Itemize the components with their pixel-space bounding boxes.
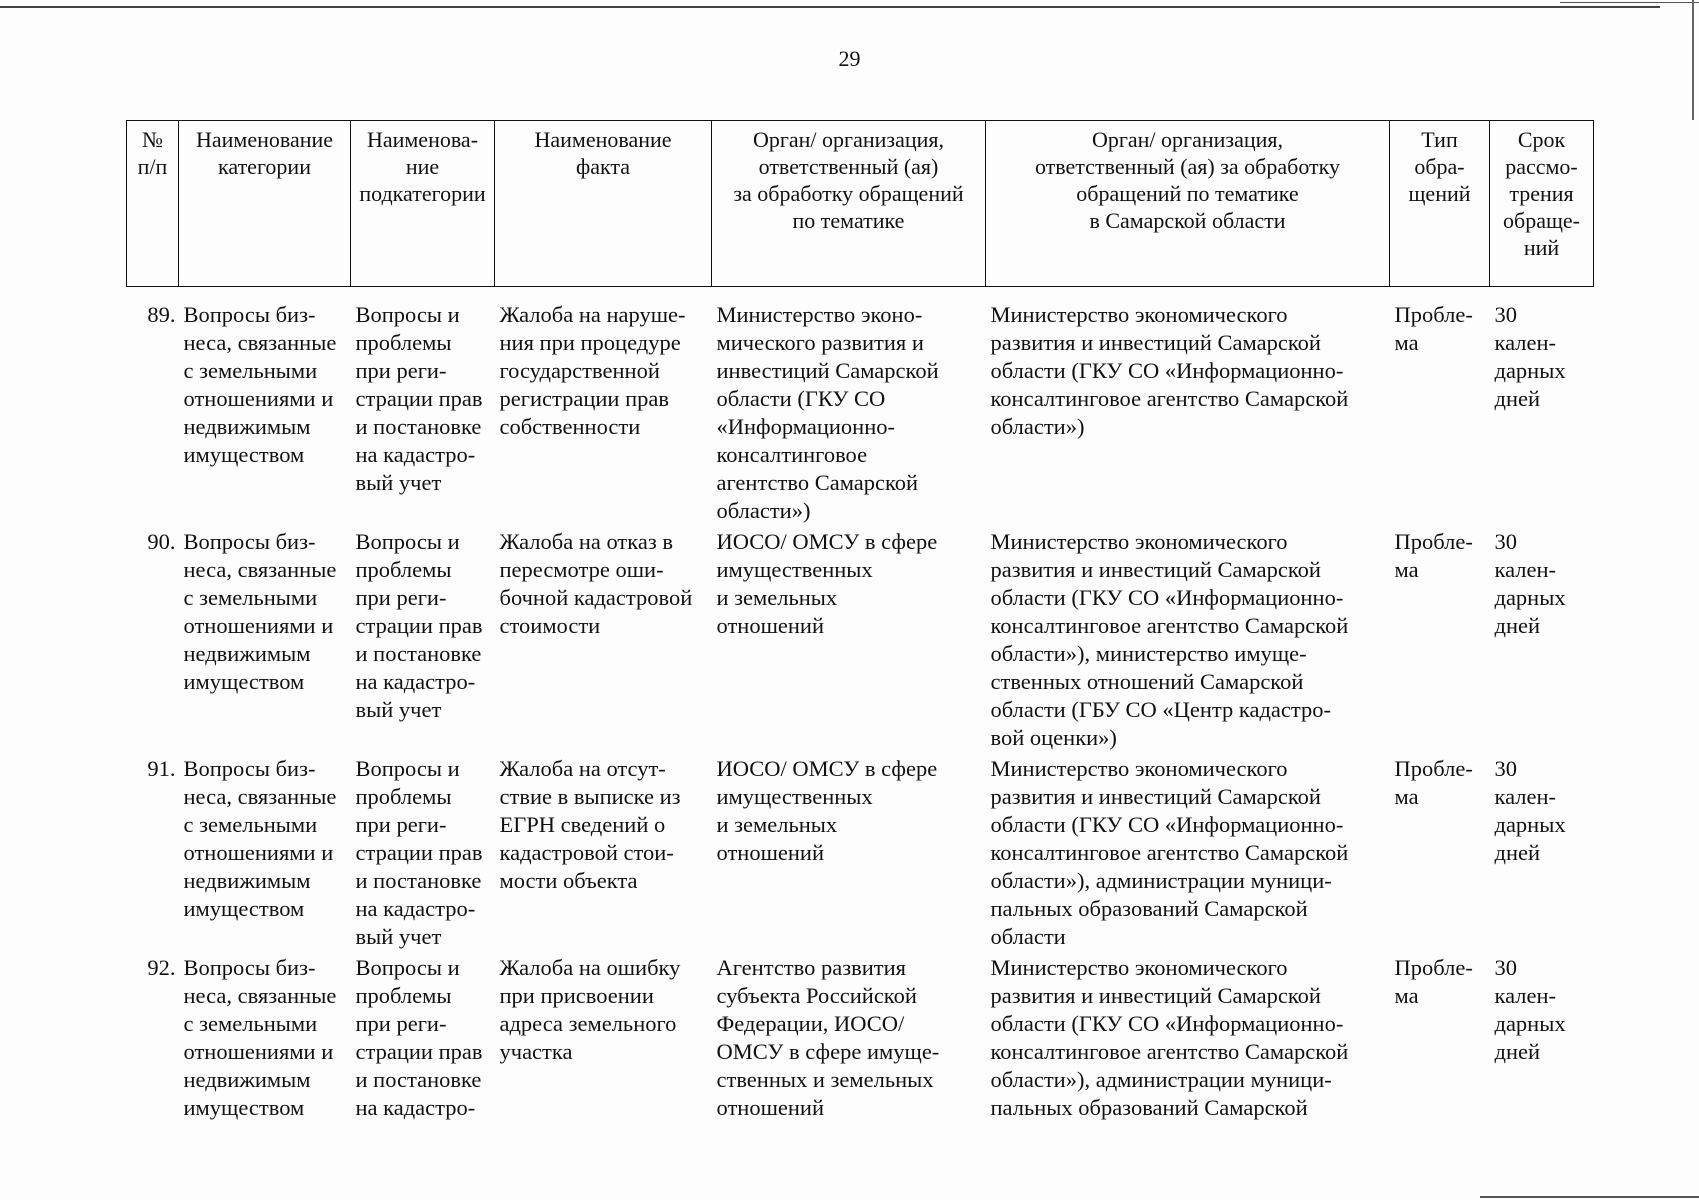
scan-edge-top-right: [1560, 2, 1699, 3]
row-subcategory: Вопросы и проблемы при реги- страции прав и постановке на кадастро- вый учет: [355, 302, 483, 495]
row-appeal-type: Пробле- ма: [1394, 529, 1473, 582]
table-row: [127, 298, 1594, 525]
row-review-term: 30 кален- дарных дней: [1494, 955, 1566, 1064]
row-number: 89.: [147, 302, 176, 327]
header-responsible-body-samara: Орган/ организация, ответственный (ая) за обработку обращений по тематике в Самарской области: [986, 121, 1390, 287]
row-responsible-body: Министерство эконо- мического развития и инвестиций Самарской области (ГКУ СО «Информационно- консалтинговое агентство Самарской области»): [716, 302, 939, 523]
row-number: 92.: [147, 955, 176, 980]
row-responsible-body-samara: Министерство экономического развития и инвестиций Самарской области (ГКУ СО «Информационно- консалтинговое агентство Самарской области»), администрации муници- пальных образований Самарской: [990, 955, 1349, 1120]
page-number: 29: [838, 46, 861, 71]
row-review-term: 30 кален- дарных дней: [1494, 302, 1566, 411]
row-fact: Жалоба на наруше- ния при процедуре государственной регистрации прав собственности: [499, 302, 686, 439]
table-row: [127, 951, 1594, 1122]
row-subcategory: Вопросы и проблемы при реги- страции прав и постановке на кадастро-: [355, 955, 483, 1120]
row-review-term: 30 кален- дарных дней: [1494, 529, 1566, 638]
header-review-term: Срок рассмо- трения обраще- ний: [1490, 121, 1594, 287]
header-category: Наименование категории: [179, 121, 351, 287]
row-responsible-body: ИОСО/ ОМСУ в сфере имущественных и земельных отношений: [716, 529, 938, 638]
header-fact: Наименование факта: [495, 121, 712, 287]
row-review-term: 30 кален- дарных дней: [1494, 756, 1566, 865]
row-category: Вопросы биз- неса, связанные с земельными отношениями и недвижимым имуществом: [183, 302, 337, 467]
row-responsible-body-samara: Министерство экономического развития и инвестиций Самарской области (ГКУ СО «Информационно- консалтинговое агентство Самарской области»), администрации муници- пальных образований Самарской области: [990, 756, 1349, 949]
header-appeal-type: Тип обра- щений: [1390, 121, 1490, 287]
scan-edge-top: [0, 6, 1660, 8]
row-responsible-body-samara: Министерство экономического развития и инвестиций Самарской области (ГКУ СО «Информационно- консалтинговое агентство Самарской области»): [990, 302, 1349, 439]
header-responsible-body: Орган/ организация, ответственный (ая) за обработку обращений по тематике: [712, 121, 986, 287]
row-number: 90.: [147, 529, 176, 554]
row-subcategory: Вопросы и проблемы при реги- страции прав и постановке на кадастро- вый учет: [355, 756, 483, 949]
row-responsible-body-samara: Министерство экономического развития и инвестиций Самарской области (ГКУ СО «Информационно- консалтинговое агентство Самарской области»), министерство имуще- ственных отношений Самарской области (ГБУ СО «Центр кадастро- вой оценки»): [990, 529, 1349, 750]
row-fact: Жалоба на ошибку при присвоении адреса земельного участка: [499, 955, 681, 1064]
table-header-row: [127, 121, 1594, 287]
row-appeal-type: Пробле- ма: [1394, 955, 1473, 1008]
row-number: 91.: [147, 756, 176, 781]
table-row: [127, 752, 1594, 951]
row-fact: Жалоба на отказ в пересмотре оши- бочной кадастровой стоимости: [499, 529, 693, 638]
table-row: [127, 525, 1594, 752]
scan-edge-bottom: [1480, 1196, 1699, 1198]
appeals-table: [126, 120, 1594, 1122]
row-responsible-body: ИОСО/ ОМСУ в сфере имущественных и земельных отношений: [716, 756, 938, 865]
row-appeal-type: Пробле- ма: [1394, 756, 1473, 809]
row-subcategory: Вопросы и проблемы при реги- страции прав и постановке на кадастро- вый учет: [355, 529, 483, 722]
row-appeal-type: Пробле- ма: [1394, 302, 1473, 355]
header-number: № п/п: [127, 121, 179, 287]
header-subcategory: Наименова- ние подкатегории: [351, 121, 495, 287]
row-category: Вопросы биз- неса, связанные с земельными отношениями и недвижимым имуществом: [183, 529, 337, 694]
row-responsible-body: Агентство развития субъекта Российской Федерации, ИОСО/ ОМСУ в сфере имуще- ственных и земельных отношений: [716, 955, 940, 1120]
row-fact: Жалоба на отсут- ствие в выписке из ЕГРН сведений о кадастровой стои- мости объекта: [499, 756, 681, 893]
row-category: Вопросы биз- неса, связанные с земельными отношениями и недвижимым имуществом: [183, 955, 337, 1120]
row-category: Вопросы биз- неса, связанные с земельными отношениями и недвижимым имуществом: [183, 756, 337, 921]
